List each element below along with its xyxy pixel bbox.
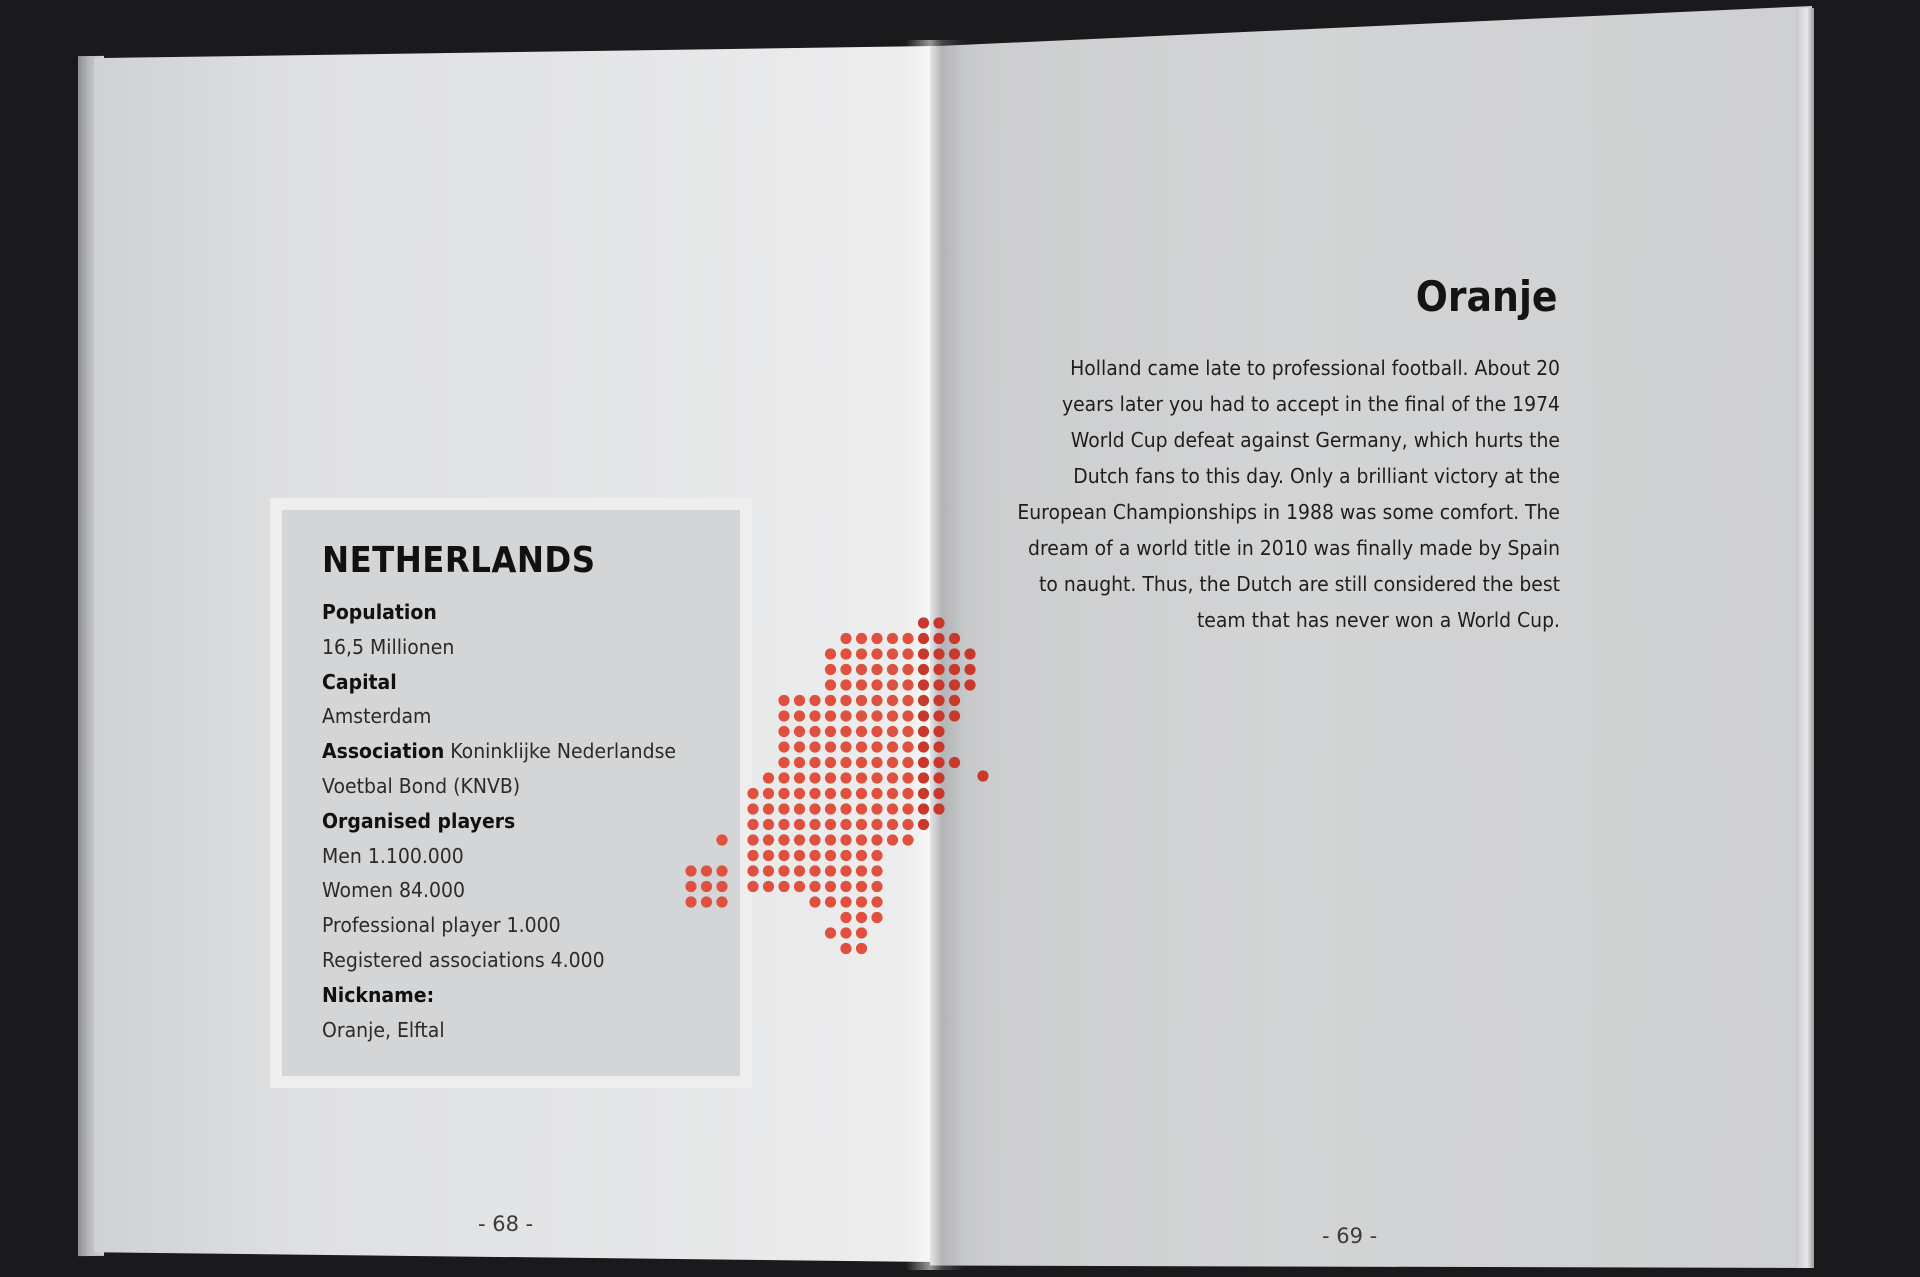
fact-value: Oranje, Elftal xyxy=(322,1017,445,1042)
fact-line xyxy=(322,665,707,700)
body-line: World Cup defeat against Germany, which hurts the xyxy=(1070,428,1560,452)
body-line: Holland came late to professional football. About 20 xyxy=(1070,356,1560,380)
fact-line xyxy=(322,908,707,943)
fact-line xyxy=(322,769,707,804)
country-title: NETHERLANDS xyxy=(322,540,596,581)
fact-value: Women 84.000 xyxy=(322,878,466,903)
fact-label: Capital xyxy=(322,669,397,694)
body-line: years later you had to accept in the final of the 1974 xyxy=(1061,392,1560,416)
fact-line xyxy=(322,734,707,769)
fact-line xyxy=(322,943,707,978)
fact-line xyxy=(322,1013,707,1048)
body-line: dream of a world title in 2010 was finally made by Spain xyxy=(1028,536,1560,560)
body-line: Dutch fans to this day. Only a brilliant victory at the xyxy=(1073,464,1560,488)
fact-value: Registered associations 4.000 xyxy=(322,947,605,972)
fact-line xyxy=(322,978,707,1013)
fact-line xyxy=(322,595,707,630)
body-line: to naught. Thus, the Dutch are still considered the best xyxy=(1038,572,1560,596)
fact-line xyxy=(322,699,707,734)
right-page-edge xyxy=(1796,8,1814,1268)
fact-line xyxy=(322,839,707,874)
fact-line xyxy=(322,873,707,908)
fact-value: 16,5 Millionen xyxy=(322,634,455,659)
fact-value: Amsterdam xyxy=(322,704,432,729)
fact-label: Nickname: xyxy=(322,982,435,1007)
page-number-left: - 68 - xyxy=(478,1212,534,1236)
fact-line xyxy=(322,804,707,839)
fact-value: Men 1.100.000 xyxy=(322,843,464,868)
fact-value: Koninklijke Nederlandse xyxy=(444,739,677,764)
body-line: team that has never won a World Cup. xyxy=(1196,608,1560,632)
body-line: European Championships in 1988 was some comfort. The xyxy=(1017,500,1560,524)
fact-label: Organised players xyxy=(322,808,516,833)
fact-label: Population xyxy=(322,600,437,624)
country-facts-list xyxy=(322,595,740,1047)
country-info-box xyxy=(270,498,752,1088)
body-paragraph xyxy=(960,350,1560,638)
fact-label: Association xyxy=(322,739,445,764)
page-heading: Oranje xyxy=(1416,272,1558,321)
page-number-right: - 69 - xyxy=(1322,1224,1378,1248)
fact-value: Voetbal Bond (KNVB) xyxy=(322,773,521,798)
fact-value: Professional player 1.000 xyxy=(322,913,561,938)
fact-line xyxy=(322,630,707,665)
